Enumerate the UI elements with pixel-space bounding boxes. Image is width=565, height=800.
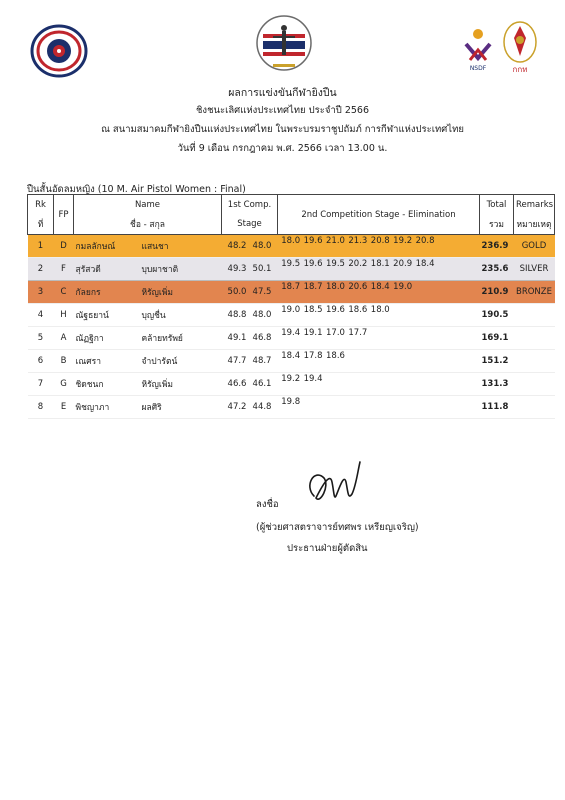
fp-cell: E	[54, 396, 74, 419]
stage1-score: 49.3	[227, 264, 247, 274]
header-rk: Rk	[28, 195, 54, 215]
elimination-score: 18.7	[303, 282, 323, 292]
fp-cell: B	[54, 350, 74, 373]
athlete-last-name: จำปารัตน์	[141, 357, 178, 367]
athlete-name-cell	[74, 235, 222, 258]
rank-cell: 2	[28, 258, 54, 281]
stage1-score: 46.6	[227, 379, 247, 389]
rank-cell: 7	[28, 373, 54, 396]
athlete-last-name: หิรัญเพิ่ม	[141, 380, 174, 390]
total-cell: 190.5	[480, 304, 514, 327]
elimination-score: 19.4	[281, 328, 301, 338]
elimination-score: 17.8	[303, 351, 323, 361]
athlete-last-name: คล้ายทรัพย์	[141, 334, 183, 344]
table-row	[28, 327, 555, 350]
thailand-shooting-logo	[255, 14, 313, 76]
nsdf-logo	[462, 26, 494, 74]
results-table	[27, 194, 555, 419]
athlete-first-name: สุรัสวดี	[75, 265, 101, 275]
rank-cell: 8	[28, 396, 54, 419]
signer-name: (ผู้ช่วยศาสตราจารย์ทศพร เหรียญเจริญ)	[256, 522, 419, 533]
stage1-cell	[222, 350, 278, 373]
elimination-score: 18.1	[370, 259, 390, 269]
elimination-cell	[278, 350, 480, 373]
elimination-score: 21.0	[326, 236, 345, 246]
elimination-score: 18.5	[303, 305, 323, 315]
athlete-name-cell	[74, 281, 222, 304]
header-fp: FP	[54, 195, 74, 235]
elimination-score: 19.6	[303, 236, 323, 246]
remark-cell	[514, 350, 555, 373]
fp-cell: H	[54, 304, 74, 327]
athlete-last-name: แสนชา	[141, 242, 169, 252]
header-total-thai: รวม	[480, 215, 514, 235]
elimination-score: 19.2	[393, 236, 413, 246]
athlete-name-cell	[74, 327, 222, 350]
stage1-cell	[222, 258, 278, 281]
rank-cell: 6	[28, 350, 54, 373]
elimination-score: 18.0	[370, 305, 390, 315]
stage1-cell	[222, 281, 278, 304]
athlete-first-name: กัลยกร	[75, 288, 101, 298]
elimination-score: 20.6	[348, 282, 368, 292]
fp-cell: D	[54, 235, 74, 258]
elimination-cell	[278, 396, 480, 419]
table-row	[28, 373, 555, 396]
header-total: Total	[480, 195, 514, 215]
event-title: ปืนสั้นอัดลมหญิง (10 M. Air Pistol Women : Final)	[27, 184, 246, 195]
elimination-score: 18.4	[370, 282, 390, 292]
header-stage2: 2nd Competition Stage - Elimination	[278, 195, 480, 235]
venue: ณ สนามสมาคมกีฬายิงปืนแห่งประเทศไทย ในพระบรมราชูปถัมภ์ การกีฬาแห่งประเทศไทย	[101, 124, 464, 135]
stage1-score: 47.7	[227, 356, 247, 366]
elimination-score: 19.6	[326, 305, 345, 315]
elimination-cell	[278, 235, 480, 258]
athlete-first-name: พิชญาภา	[75, 403, 110, 413]
remark-cell	[514, 396, 555, 419]
elimination-score: 18.0	[281, 236, 301, 246]
remark-cell	[514, 373, 555, 396]
elimination-score: 19.5	[281, 259, 301, 269]
fp-cell: F	[54, 258, 74, 281]
elimination-score: 19.4	[303, 374, 323, 384]
elimination-score: 20.9	[393, 259, 413, 269]
header-stage1: 1st Comp.	[222, 195, 278, 215]
elimination-score: 18.7	[281, 282, 301, 292]
table-row	[28, 396, 555, 419]
header-rk-thai: ที่	[28, 215, 54, 235]
fp-cell: G	[54, 373, 74, 396]
signature-label: ลงชื่อ	[256, 499, 279, 510]
athlete-first-name: ณัฐธยาน์	[75, 311, 109, 321]
header-remarks: Remarks	[514, 195, 555, 215]
elimination-score: 18.4	[281, 351, 301, 361]
stage1-score: 46.1	[252, 379, 272, 389]
stage1-cell	[222, 396, 278, 419]
athlete-first-name: กมลลักษณ์	[75, 242, 116, 252]
total-cell: 151.2	[480, 350, 514, 373]
total-cell: 169.1	[480, 327, 514, 350]
total-cell: 210.9	[480, 281, 514, 304]
stage1-cell	[222, 373, 278, 396]
rank-cell: 3	[28, 281, 54, 304]
elimination-score: 19.6	[303, 259, 323, 269]
results-body	[28, 235, 555, 419]
fp-cell: C	[54, 281, 74, 304]
sports-authority-logo-text: กกท	[512, 65, 528, 74]
athlete-first-name: ชิดชนก	[75, 380, 104, 390]
sports-authority-logo	[500, 20, 540, 76]
header-stage1-b: Stage	[222, 215, 278, 235]
remark-cell: BRONZE	[514, 281, 555, 304]
stage1-score: 46.8	[252, 333, 272, 343]
athlete-last-name: ผลศิริ	[141, 403, 162, 413]
championship-name: ชิงชนะเลิศแห่งประเทศไทย ประจำปี 2566	[195, 105, 370, 116]
table-row	[28, 258, 555, 281]
fp-cell: A	[54, 327, 74, 350]
remark-cell: SILVER	[514, 258, 555, 281]
athlete-last-name: หิรัญเพิ่ม	[141, 288, 174, 298]
elimination-score: 21.3	[348, 236, 368, 246]
elimination-score: 19.0	[281, 305, 301, 315]
elimination-score: 19.5	[326, 259, 345, 269]
elimination-score: 19.0	[393, 282, 413, 292]
remark-cell: GOLD	[514, 235, 555, 258]
total-cell: 236.9	[480, 235, 514, 258]
elimination-cell	[278, 258, 480, 281]
stage1-score: 47.2	[227, 402, 247, 412]
rank-cell: 5	[28, 327, 54, 350]
total-cell: 131.3	[480, 373, 514, 396]
signer-title: ประธานฝ่ายผู้ตัดสิน	[287, 543, 368, 554]
athlete-last-name: บุบผาชาติ	[141, 265, 179, 275]
nsdf-logo-text: NSDF	[469, 65, 487, 72]
header-remarks-thai: หมายเหตุ	[514, 215, 555, 235]
stage1-score: 50.1	[252, 264, 272, 274]
stage1-score: 48.2	[227, 241, 247, 251]
stage1-score: 48.7	[252, 356, 272, 366]
stage1-score: 47.5	[252, 287, 272, 297]
elimination-score: 19.8	[281, 397, 301, 407]
signature-image	[300, 456, 364, 518]
athlete-name-cell	[74, 304, 222, 327]
report-title: ผลการแข่งขันกีฬายิงปืน	[228, 87, 337, 99]
header-name-thai: ชื่อ - สกุล	[74, 215, 222, 235]
remark-cell	[514, 304, 555, 327]
elimination-score: 19.1	[303, 328, 323, 338]
athlete-last-name: บุญชื่น	[141, 311, 166, 321]
shooting-association-logo	[30, 24, 88, 78]
elimination-score: 19.2	[281, 374, 301, 384]
elimination-score: 20.2	[348, 259, 368, 269]
stage1-cell	[222, 327, 278, 350]
stage1-cell	[222, 235, 278, 258]
elimination-cell	[278, 373, 480, 396]
stage1-score: 50.0	[227, 287, 247, 297]
header-name: Name	[74, 195, 222, 215]
table-row	[28, 281, 555, 304]
stage1-score: 49.1	[227, 333, 247, 343]
table-row	[28, 350, 555, 373]
elimination-score: 18.6	[326, 351, 345, 361]
date-time: วันที่ 9 เดือน กรกฎาคม พ.ศ. 2566 เวลา 13.00 น.	[177, 143, 388, 154]
stage1-cell	[222, 304, 278, 327]
results-table-wrapper	[27, 194, 554, 419]
athlete-name-cell	[74, 258, 222, 281]
athlete-name-cell	[74, 373, 222, 396]
stage1-score: 48.0	[252, 310, 272, 320]
remark-cell	[514, 327, 555, 350]
elimination-score: 20.8	[370, 236, 390, 246]
athlete-name-cell	[74, 350, 222, 373]
elimination-score: 18.6	[348, 305, 368, 315]
total-cell: 111.8	[480, 396, 514, 419]
table-row	[28, 235, 555, 258]
stage1-score: 48.0	[252, 241, 272, 251]
athlete-first-name: ณัฏฐิกา	[75, 334, 104, 344]
elimination-cell	[278, 327, 480, 350]
stage1-score: 48.8	[227, 310, 247, 320]
elimination-score: 17.0	[326, 328, 345, 338]
athlete-first-name: เณศรา	[75, 357, 102, 367]
elimination-cell	[278, 281, 480, 304]
total-cell: 235.6	[480, 258, 514, 281]
table-row	[28, 304, 555, 327]
elimination-cell	[278, 304, 480, 327]
elimination-score: 17.7	[348, 328, 368, 338]
rank-cell: 4	[28, 304, 54, 327]
elimination-score: 20.8	[415, 236, 435, 246]
athlete-name-cell	[74, 396, 222, 419]
elimination-score: 18.0	[326, 282, 345, 292]
stage1-score: 44.8	[252, 402, 272, 412]
elimination-score: 18.4	[415, 259, 435, 269]
rank-cell: 1	[28, 235, 54, 258]
